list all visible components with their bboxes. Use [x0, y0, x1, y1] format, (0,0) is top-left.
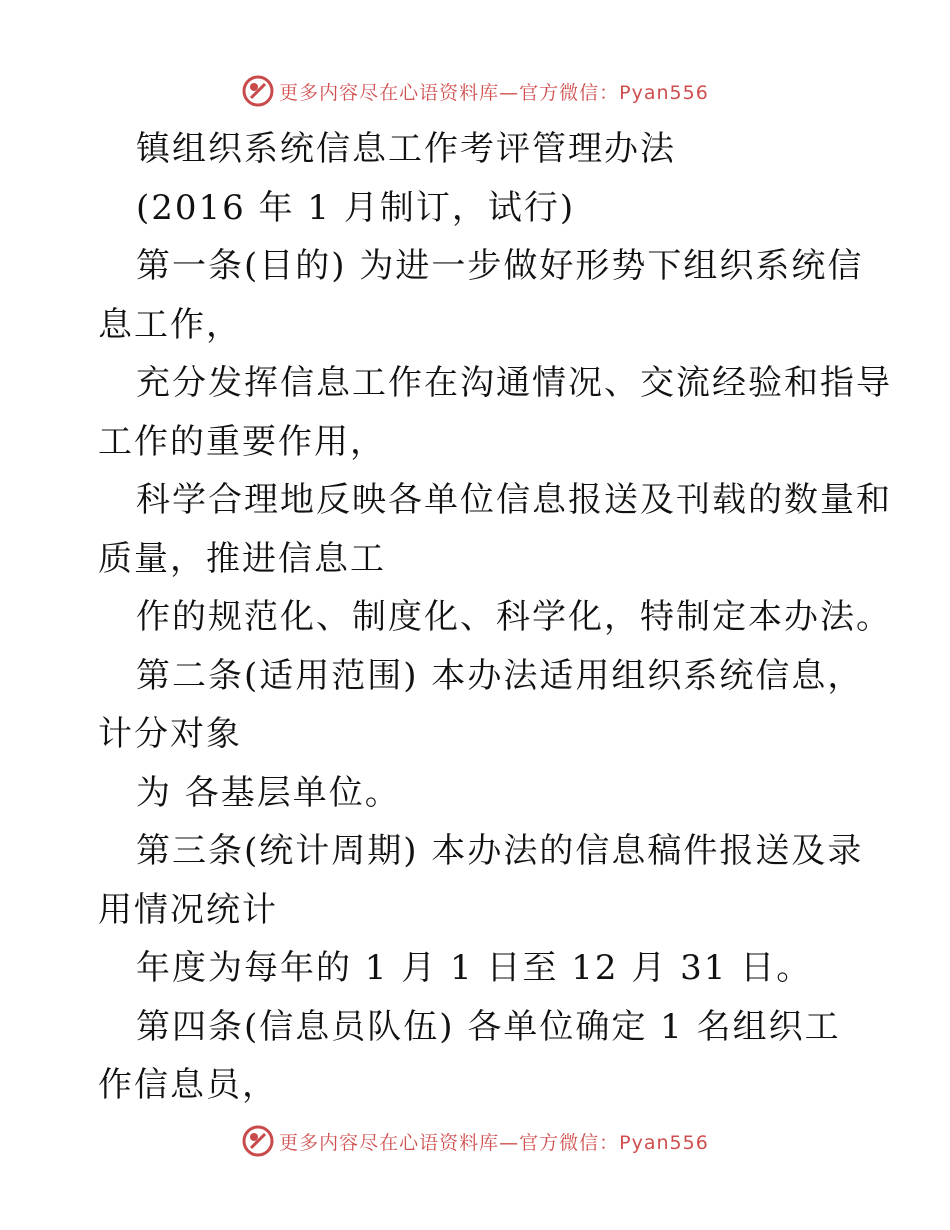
text-line: 息工作， — [98, 304, 242, 345]
text-line: 第四条(信息员队伍) 各单位确定 1 名组织工 — [136, 1006, 841, 1047]
red-disc-logo-icon — [241, 1124, 275, 1158]
header-banner — [0, 71, 950, 111]
text-line: 用情况统计 — [98, 889, 278, 930]
text-line: 第一条(目的) 为进一步做好形势下组织系统信 — [136, 246, 864, 286]
text-line: 镇组织系统信息工作考评管理办法 — [136, 129, 676, 169]
text-line: 为 各基层单位。 — [136, 772, 401, 813]
text-line: 作的规范化、制度化、科学化，特制定本办法。 — [136, 597, 892, 637]
text-line: 作信息员， — [98, 1065, 278, 1105]
text-line: 计分对象 — [98, 714, 242, 754]
text-line: 充分发挥信息工作在沟通情况、交流经验和指导 — [136, 363, 892, 403]
document-body — [98, 120, 892, 1115]
text-line: (2016 年 1 月制订，试行) — [136, 187, 576, 228]
text-line: 工作的重要作用， — [98, 421, 386, 462]
red-disc-logo-icon — [241, 74, 275, 108]
text-line: 质量，推进信息工 — [98, 538, 386, 579]
footer-banner — [0, 1121, 950, 1161]
text-line: 科学合理地反映各单位信息报送及刊载的数量和 — [136, 480, 892, 520]
text-line: 第二条(适用范围) 本办法适用组织系统信息， — [136, 655, 864, 696]
text-line: 年度为每年的 1 月 1 日至 12 月 31 日。 — [136, 948, 813, 988]
banner-text: 更多内容尽在心语资料库—官方微信：Pyan556 — [279, 1131, 709, 1154]
text-line: 第三条(统计周期) 本办法的信息稿件报送及录 — [136, 831, 864, 871]
banner-text: 更多内容尽在心语资料库—官方微信：Pyan556 — [279, 81, 709, 104]
